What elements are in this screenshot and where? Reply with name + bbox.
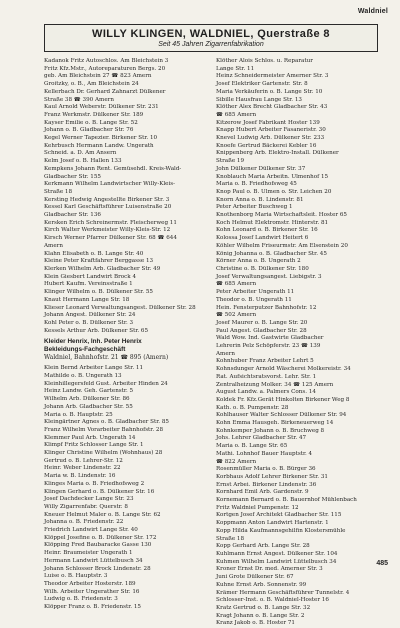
directory-entry: Theodor Arbeiter Hosterstr. 189 [44, 581, 136, 587]
directory-entry: Knoblauch Maria Arbeitn. Ulmenhof 15 [216, 173, 329, 180]
left-column [44, 58, 206, 611]
directory-entry: Knothenborg Maria Wirtschaftsleit. Hoster 65 [216, 212, 347, 219]
directory-entry: Kohnsdunger Arnold Wäscherei Molkereistr. 34 [216, 366, 351, 373]
directory-entry: Kohn Leonard o. B. Birkener Str. 16 [216, 227, 318, 234]
directory-entry: Knapp Hubert Arbeiter Fasaneristr. 30 [216, 127, 326, 134]
directory-entry: Juni Grote Dülkener Str. 67 [216, 574, 294, 581]
directory-entry: Knevel Ludwig Arb. Dülkener Str. 233 [216, 135, 325, 142]
running-head: Waldniel [357, 8, 388, 15]
directory-entry: Amern [216, 350, 235, 357]
directory-entry: Johanna o. B. Friedenstr. 22 [44, 519, 124, 526]
directory-entry: Hermann Landwirt Lüttelbusch 34 [44, 557, 143, 564]
directory-entry: Heinr. Weber Lindenstr. 22 [44, 465, 121, 472]
directory-entry: Josef Maurer o. B. Lange Str. 20 [216, 319, 308, 326]
directory-entry: Straße 18 [216, 535, 245, 542]
directory-entry: Gertrud o. B. Lehrer-Str. 12 [44, 457, 123, 464]
directory-entry: Knorn Anna o. B. Lindenstr. 81 [216, 196, 304, 203]
directory-entry: Kellerbach Dr. Gerhard Zahnarzt Dülkener [44, 88, 166, 95]
directory-entry: Sibille Hausfrau Lange Str. 13 [216, 96, 302, 103]
inline-ad-subtitle: Bekleidungs-Fachgeschäft [44, 346, 126, 354]
directory-entry: Kopp Gerhard Arb. Lange Str. 28 [216, 543, 310, 550]
directory-entry: Johann o. B. Gladbacher Str. 76 [44, 127, 134, 134]
directory-entry: Johann Schlosser Brock Lindenstr. 28 [44, 565, 151, 572]
directory-entry: ☎ 502 Amern [216, 312, 257, 319]
directory-entry: Kersken Erich Schreinermstr. Fleischerweg 11 [44, 219, 177, 226]
directory-entry: Heinz Landw. Geh. Gartenstr. 5 [44, 388, 134, 395]
directory-entry: Luise o. B. Hauptstr. 3 [44, 573, 108, 580]
directory-entry: Ernst Arbei. Birkener Lindenstr. 36 [216, 481, 317, 488]
directory-entry: Klinges Maria o. B. Friedhofsweg 2 [44, 480, 145, 487]
directory-entry: Rat. Aufsichtsratsvorst. Lehr. Str. 1 [216, 373, 317, 380]
directory-entry: Kayser Emilie o. B. Lange Str. 52 [44, 119, 138, 126]
directory-entry: Kirch Walter Werkmeister Willy-Kleis-Str. 12 [44, 227, 171, 234]
directory-entry: Knaut Hermann Lange Str. 18 [44, 296, 130, 303]
directory-entry: Maria o. B. Hauptstr. 25 [44, 411, 113, 418]
directory-entry: Kohlhauser Walter Schlosser Dülkener Str. 94 [216, 412, 347, 419]
directory-entry: Knippenberg Arb. Elektro-Install. Dülkener [216, 150, 339, 157]
directory-entry: Lange Str. 11 [216, 65, 255, 72]
directory-entry: Kirsch Werner Pfarrer Dülkener Str. 68 ☎ 644 [44, 235, 177, 242]
directory-entry: Kopp Hilda Kaufmannsgehilfin Klostersmühle [216, 527, 346, 534]
directory-entry: Koldek Fr. Kfz.Gerät Hinkolten Birkener Weg 8 [216, 396, 350, 403]
ad-tagline: Seit 45 Jahren Zigarrenfabrikation [158, 41, 264, 48]
directory-entry: Schneid. a. D. Am Ansern [44, 150, 117, 157]
directory-entry: Gladbacher Str. 155 [44, 173, 101, 180]
directory-entry: Klemmer Paul Arb. Ungerath 14 [44, 434, 136, 441]
directory-entry: Klieser Leonard Verwaltungsangest. Dülkener Str. 28 [44, 304, 196, 311]
directory-entry: Maria Verkäuferin o. B. Lange Str. 10 [216, 88, 323, 95]
directory-entry: Johann Angest. Dülkener Str. 24 [44, 312, 136, 319]
directory-entry: Kersting Hedwig Angestellte Birkener Str. 3 [44, 196, 170, 203]
directory-entry: Kelm Josef o. B. Hallen 133 [44, 158, 122, 165]
directory-entry: Peter Arbeiter Ungerath 11 [216, 289, 295, 296]
directory-entry: Klerken Wilhelm Arb. Gladbacher Str. 49 [44, 265, 161, 272]
directory-entry: Josef Verwaltungsangest. Liebigstr. 3 [216, 273, 322, 280]
directory-entry: John Dülkener Dülkener Str. 37 [216, 165, 306, 172]
directory-entry: Rosenmüller Maria o. B. Bürger 36 [216, 466, 316, 473]
directory-entry: Kerkmann Wilhelm Landwirtscher Willy-Kleis- [44, 181, 176, 188]
directory-entry: Klöppel Josefine o. B. Dülkener Str. 172 [44, 534, 157, 541]
directory-entry: Kath. o. B. Pumpenstr. 28 [216, 404, 289, 411]
directory-entry: Johs. Lehrer Gladbacher Str. 47 [216, 435, 307, 442]
advertisement-banner [44, 24, 378, 52]
directory-entry: Kessel Karl Geschäftsführer Luisenstraße 20 [44, 204, 172, 211]
directory-entry: Klöther Alois Schlos. u. Reparatur [216, 58, 313, 64]
directory-entry: Korbhaus Adolf Lehrer Birkener Str. 31 [216, 473, 328, 480]
left-entries-bottom [44, 365, 206, 612]
directory-entry: Kegel Werner Tapezier. Birkener Str. 10 [44, 135, 158, 142]
directory-entry: Theodor o. B. Ungerath 11 [216, 296, 292, 303]
directory-entry: Koch Helmut Elektromstr. Hinterstr. 81 [216, 219, 329, 226]
directory-entry: Heinr. Braumeister Ungerath 1 [44, 550, 133, 557]
directory-entry: Mathilde o. B. Ungerath 13 [44, 373, 122, 380]
directory-entry: Kornhard Emil Arb. Gardenstr. 9 [216, 489, 309, 496]
directory-entry: Ludwig o. B. Friedenstr. 3 [44, 596, 118, 603]
directory-entry: Knoefe Gertrud Bäckerei Kebler 16 [216, 142, 317, 149]
directory-entry: Kroner Ernst Dr. med. Amerner Str. 3 [216, 566, 323, 573]
directory-entry: Kranz Jakob o. B. Hoster 71 [216, 620, 295, 627]
directory-entry: Wald Wow. Ind. Gastwirte Gladbacher [216, 335, 324, 342]
directory-entry: August Landw. a. Palmers Cons. 14 [216, 389, 316, 396]
directory-entry: Maria w. B. Lindenstr. 16 [44, 473, 116, 480]
directory-entry: Hein. Fensterputzer Bahnhofstr. 12 [216, 304, 317, 311]
directory-entry: ☎ 685 Amern [216, 281, 257, 288]
directory-entry: Kohnhuber Franz Arbeiter Lehrt 5 [216, 358, 314, 365]
directory-entry: Peter Arbeiter Buschweg 1 [216, 204, 293, 211]
directory-entry: Köhler Wilhelm Friseurmstr. Am Elsenstein 20 [216, 242, 348, 249]
directory-entry: Lehrerin Pelz Schöpferstr. 23 ☎ 139 [216, 343, 321, 350]
directory-entry: Klöpper Franz o. B. Friedenstr. 15 [44, 604, 141, 611]
directory-entry: Groitzky, o. B., Am Bleichstein 24 [44, 81, 139, 88]
directory-entry: Willy Zigarrenfabr. Querstr. 8 [44, 503, 128, 510]
directory-entry: Franz Wilhelm Vorarbeiter Bahnhofstr. 28 [44, 426, 164, 433]
directory-entry: Hubert Kaufm. Vereinsstraße 1 [44, 281, 133, 288]
directory-entry: Klein Bernd Arbeiter Lange Str. 11 [44, 365, 144, 372]
directory-entry: Josef Dachdecker Lange Str. 23 [44, 496, 134, 503]
directory-entry: Kehrbusch Hermann Landw. Ungerath [44, 142, 154, 149]
directory-entry: König Johanna o. B. Gladbacher Str. 45 [216, 250, 327, 257]
directory-entry: Zentralheizung Molker. 34 ☎ 125 Amern [216, 381, 334, 388]
directory-entry: Kolossa Josef Landwirt Heitert 6 [216, 235, 309, 242]
directory-entry: Mathi. Lohnhof Bauer Hauptstr. 4 [216, 450, 313, 457]
directory-entry: Klöther Alex Brecht Gladbacher Str. 43 [216, 104, 328, 111]
directory-entry: Kessels Arthur Arb. Dülkener Str. 65 [44, 327, 149, 334]
directory-entry: Kitzerow Josef Fabrikant Hoster 139 [216, 119, 320, 126]
inline-ad-address: Waldniel, Bahnhofstr. 21 ☎ 895 (Amern) [44, 354, 169, 362]
directory-entry: Krämer Hermann Geschäftsführer Tunnelstr. 4 [216, 589, 350, 596]
directory-entry: Klahn Elisabeth o. B. Lange Str. 40 [44, 250, 144, 257]
directory-entry: Johann Arb. Gladbacher Str. 55 [44, 403, 133, 410]
directory-entry: ☎ 685 Amern [216, 111, 257, 118]
directory-entry: Kleingärtner Agnes o. B. Gladbacher Str. 85 [44, 419, 169, 426]
directory-entry: Fritz Kfz.Mstr., Autoreparaturen Bergs. 20 [44, 65, 166, 72]
ad-headline: WILLY KLINGEN, WALDNIEL, Querstraße 8 [92, 28, 330, 40]
directory-entry: Kempkens Johann Rent. Gemüsehdl. Kreis-Wald- [44, 165, 182, 172]
page-number: 485 [376, 560, 388, 567]
directory-entry: Kneuer Helmut Maler o. B. Lange Str. 62 [44, 511, 161, 518]
directory-entry: Kohl Peter o. B. Dülkener Str. 3 [44, 319, 134, 326]
directory-entry: Körner Anna o. B. Ungerath 2 [216, 258, 301, 265]
directory-entry: Kortgen Josef Architekt Gladbacher Str. 115 [216, 512, 342, 519]
directory-entry: Straße 19 [216, 158, 245, 165]
directory-entry: Josef Elektriker Gartenstr. Str. 8 [216, 81, 308, 88]
directory-entry: Kaul Arnold Weberstr. Dülkener Str. 231 [44, 104, 159, 111]
directory-entry: Kuhlmann Ernst Angest. Dülkener Str. 104 [216, 551, 338, 557]
directory-entry: Gladbacher Str. 136 [44, 212, 101, 219]
inline-advertisement [44, 337, 206, 363]
directory-entry: Heinz Schneidermeister Amerner Str. 3 [216, 73, 329, 80]
directory-entry: Kohnkemper Johann o. B. Bruchweg 8 [216, 427, 325, 434]
directory-entry: Schlosser-Inst. o. B. Waldniel-Hoster 16 [216, 597, 329, 604]
directory-entry: Klöpping Fred Baubaracke Gasse 130 [44, 542, 152, 549]
left-entries-top [44, 58, 206, 335]
directory-entry: Paul Angest. Gladbacher Str. 28 [216, 327, 307, 334]
directory-entry: Maria o. B. Lange Str. 65 [216, 443, 288, 450]
directory-entry: Klimpf Fritz Schlosser Lange Str. 1 [44, 442, 144, 449]
directory-entry: Franz Werkmstr. Dülkener Str. 189 [44, 111, 144, 118]
directory-entry: Klinger Christine Wilhelm (Wohnhaus) 28 [44, 450, 163, 457]
directory-entry: Kuhmen Wilhelm Landwirt Lüttelbusch 34 [216, 558, 337, 565]
directory-entry: Kadanok Fritz Autoschlos. Am Bleichstein 3 [44, 58, 169, 64]
directory-entry: Klein Giesbert Landwirt Brock 4 [44, 273, 136, 280]
directory-entry: Kohn Emma Hausgeh. Birkeneuerweg 14 [216, 420, 334, 427]
directory-entry: Wilhelm Arb. Dülkener Str. 86 [44, 396, 130, 403]
right-entries [216, 58, 378, 628]
right-column [216, 58, 378, 627]
inline-ad-title: Kleider Henrix, Inh. Peter Henrix [44, 338, 142, 346]
directory-entry: Kleinhillegersfeld Gust. Arbeiter Hinden 24 [44, 380, 168, 387]
directory-entry: Klingen Gerhard o. B. Dülkener Str. 16 [44, 488, 155, 495]
directory-entry: geb. Am Bleichstein 27 ☎ 823 Amern [44, 73, 152, 80]
directory-entry: Kleine Peter Kraftfahrer Berggasse 13 [44, 258, 154, 265]
directory-entry: Klinger Wilhelm o. B. Dülkener Str. 55 [44, 289, 153, 296]
directory-entry: Wilh. Arbeiter Ungerather Str. 16 [44, 588, 140, 595]
directory-entry: Friedrich Landwirt Lange Str. 40 [44, 527, 138, 534]
directory-entry: Maria o. B. Friedhofsweg 45 [216, 181, 297, 188]
directory-entry: Kratz Gertrud o. B. Lange Str. 32 [216, 604, 311, 611]
directory-entry: Fritz Waldniel Pumpenstr. 12 [216, 504, 299, 511]
directory-entry: Straße 18 [44, 188, 73, 195]
directory-entry: ☎ 822 Amern [216, 458, 257, 465]
directory-entry: Kuhne Ernst Arb. Sonnenstr. 99 [216, 581, 307, 588]
directory-entry: Knop Paul o. B. Ulmen o. Str. Leichen 20 [216, 188, 332, 195]
directory-entry: Kornemann Bernard o. B. Bauernhof Mühlenbach [216, 497, 357, 504]
directory-entry: Amern [44, 242, 63, 249]
directory-entry: Christine o. B. Dülkener Str. 180 [216, 265, 309, 272]
directory-entry: Straße 38 ☎ 390 Amern [44, 96, 114, 103]
directory-entry: Kragt Johann o. B. Lange Str. 2 [216, 612, 305, 619]
directory-entry: Koppmann Anton Landwirt Hartenstr. 1 [216, 520, 329, 527]
